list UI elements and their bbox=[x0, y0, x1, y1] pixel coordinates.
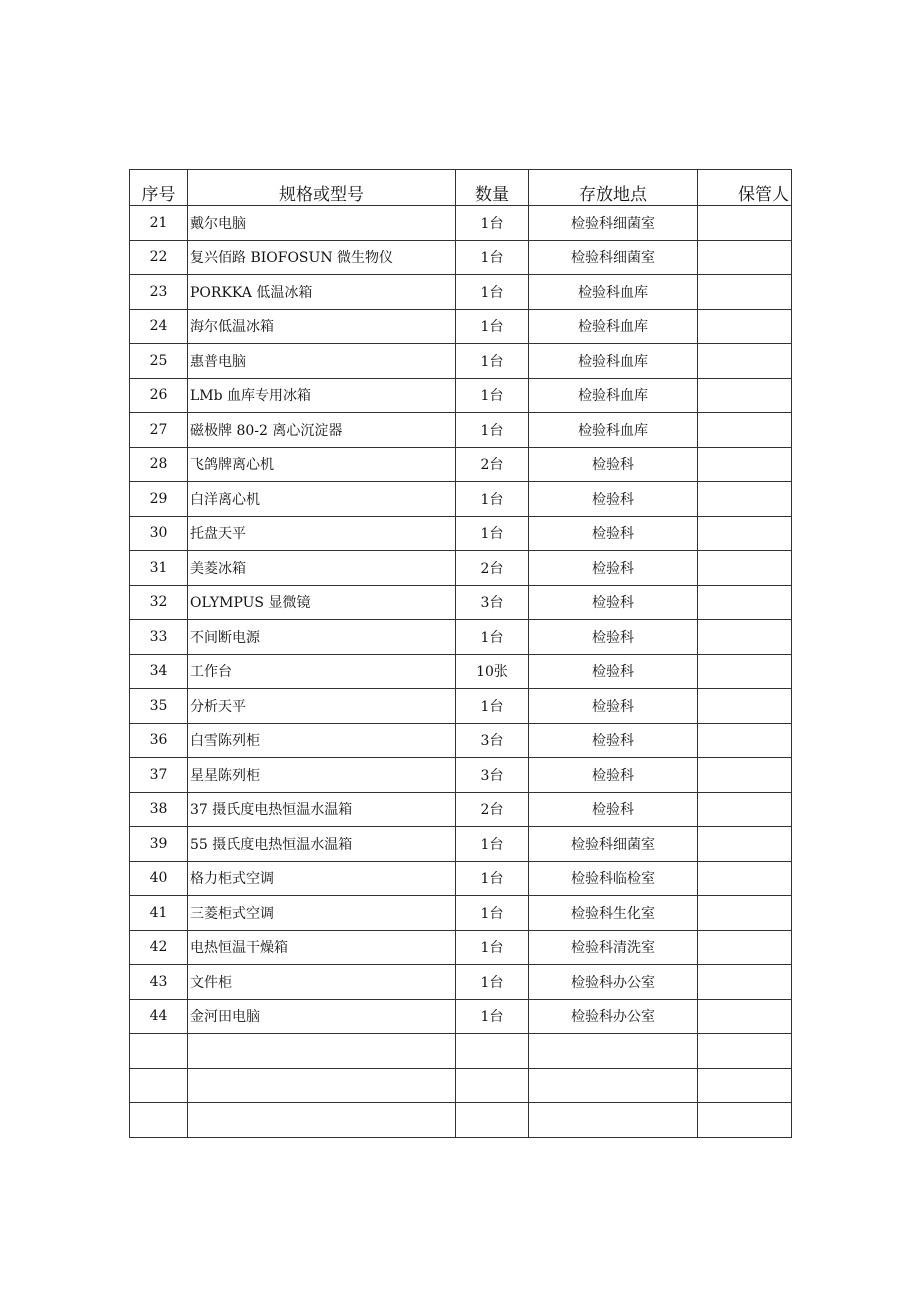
cell-spec-model bbox=[188, 1034, 456, 1069]
table-row bbox=[130, 965, 792, 1000]
cell-location: 检验科 bbox=[529, 447, 698, 482]
cell-quantity: 2台 bbox=[456, 551, 529, 586]
cell-location: 检验科 bbox=[529, 758, 698, 793]
cell-serial-number: 31 bbox=[130, 551, 188, 586]
cell-keeper bbox=[698, 620, 792, 655]
table-row bbox=[130, 827, 792, 862]
cell-spec-model: 复兴佰路 BIOFOSUN 微生物仪 bbox=[188, 240, 456, 275]
cell-keeper bbox=[698, 378, 792, 413]
cell-spec-model: 惠普电脑 bbox=[188, 344, 456, 379]
cell-spec-model: 37 摄氏度电热恒温水温箱 bbox=[188, 792, 456, 827]
table-row bbox=[130, 240, 792, 275]
cell-quantity: 1台 bbox=[456, 240, 529, 275]
cell-spec-model: 托盘天平 bbox=[188, 516, 456, 551]
cell-spec-model: LMb 血库专用冰箱 bbox=[188, 378, 456, 413]
cell-location: 检验科 bbox=[529, 654, 698, 689]
cell-spec-model: 不间断电源 bbox=[188, 620, 456, 655]
cell-serial-number: 44 bbox=[130, 999, 188, 1034]
cell-location: 检验科细菌室 bbox=[529, 206, 698, 241]
cell-spec-model bbox=[188, 1103, 456, 1138]
table-row bbox=[130, 309, 792, 344]
cell-serial-number: 39 bbox=[130, 827, 188, 862]
cell-keeper bbox=[698, 689, 792, 724]
cell-location: 检验科清洗室 bbox=[529, 930, 698, 965]
cell-keeper bbox=[698, 206, 792, 241]
cell-spec-model: 戴尔电脑 bbox=[188, 206, 456, 241]
cell-keeper bbox=[698, 965, 792, 1000]
cell-spec-model: PORKKA 低温冰箱 bbox=[188, 275, 456, 310]
cell-spec-model: 工作台 bbox=[188, 654, 456, 689]
cell-location bbox=[529, 1068, 698, 1103]
header-serial-number: 序号 bbox=[130, 170, 188, 206]
cell-quantity: 3台 bbox=[456, 585, 529, 620]
cell-keeper bbox=[698, 482, 792, 517]
table-row bbox=[130, 413, 792, 448]
cell-serial-number bbox=[130, 1103, 188, 1138]
cell-location: 检验科细菌室 bbox=[529, 240, 698, 275]
cell-spec-model bbox=[188, 1068, 456, 1103]
cell-location: 检验科 bbox=[529, 620, 698, 655]
cell-keeper bbox=[698, 1103, 792, 1138]
cell-quantity: 1台 bbox=[456, 413, 529, 448]
cell-serial-number: 24 bbox=[130, 309, 188, 344]
table-row bbox=[130, 723, 792, 758]
cell-location: 检验科 bbox=[529, 792, 698, 827]
cell-quantity: 1台 bbox=[456, 516, 529, 551]
cell-quantity: 3台 bbox=[456, 723, 529, 758]
cell-serial-number: 23 bbox=[130, 275, 188, 310]
cell-keeper bbox=[698, 999, 792, 1034]
table-row bbox=[130, 516, 792, 551]
table-row bbox=[130, 206, 792, 241]
cell-location: 检验科 bbox=[529, 723, 698, 758]
cell-serial-number bbox=[130, 1034, 188, 1069]
cell-location: 检验科血库 bbox=[529, 413, 698, 448]
cell-quantity: 1台 bbox=[456, 689, 529, 724]
cell-spec-model: 分析天平 bbox=[188, 689, 456, 724]
cell-location: 检验科血库 bbox=[529, 344, 698, 379]
cell-serial-number: 29 bbox=[130, 482, 188, 517]
cell-quantity bbox=[456, 1103, 529, 1138]
cell-location: 检验科 bbox=[529, 482, 698, 517]
cell-keeper bbox=[698, 309, 792, 344]
table-row bbox=[130, 758, 792, 793]
cell-quantity: 10张 bbox=[456, 654, 529, 689]
cell-keeper bbox=[698, 861, 792, 896]
cell-location: 检验科血库 bbox=[529, 275, 698, 310]
cell-quantity: 2台 bbox=[456, 447, 529, 482]
cell-keeper bbox=[698, 792, 792, 827]
cell-quantity: 1台 bbox=[456, 930, 529, 965]
cell-quantity: 1台 bbox=[456, 275, 529, 310]
cell-serial-number: 26 bbox=[130, 378, 188, 413]
cell-serial-number: 22 bbox=[130, 240, 188, 275]
cell-serial-number: 41 bbox=[130, 896, 188, 931]
cell-serial-number: 30 bbox=[130, 516, 188, 551]
cell-serial-number: 35 bbox=[130, 689, 188, 724]
cell-spec-model: 格力柜式空调 bbox=[188, 861, 456, 896]
header-spec-model: 规格或型号 bbox=[188, 170, 456, 206]
cell-serial-number: 36 bbox=[130, 723, 188, 758]
cell-keeper bbox=[698, 1034, 792, 1069]
table-row bbox=[130, 378, 792, 413]
equipment-inventory-sheet bbox=[129, 169, 791, 1138]
cell-quantity: 1台 bbox=[456, 344, 529, 379]
cell-spec-model: 三菱柜式空调 bbox=[188, 896, 456, 931]
cell-spec-model: OLYMPUS 显微镜 bbox=[188, 585, 456, 620]
cell-location: 检验科 bbox=[529, 585, 698, 620]
equipment-table bbox=[129, 169, 792, 1138]
cell-location: 检验科办公室 bbox=[529, 999, 698, 1034]
cell-serial-number bbox=[130, 1068, 188, 1103]
cell-location: 检验科 bbox=[529, 551, 698, 586]
header-location: 存放地点 bbox=[529, 170, 698, 206]
cell-location bbox=[529, 1103, 698, 1138]
cell-spec-model: 白雪陈列柜 bbox=[188, 723, 456, 758]
cell-serial-number: 43 bbox=[130, 965, 188, 1000]
cell-quantity: 1台 bbox=[456, 965, 529, 1000]
cell-serial-number: 27 bbox=[130, 413, 188, 448]
cell-keeper bbox=[698, 275, 792, 310]
cell-spec-model: 磁极牌 80-2 离心沉淀器 bbox=[188, 413, 456, 448]
cell-spec-model: 美菱冰箱 bbox=[188, 551, 456, 586]
table-row bbox=[130, 585, 792, 620]
cell-spec-model: 电热恒温干燥箱 bbox=[188, 930, 456, 965]
cell-serial-number: 42 bbox=[130, 930, 188, 965]
cell-location: 检验科办公室 bbox=[529, 965, 698, 1000]
cell-keeper bbox=[698, 654, 792, 689]
table-row bbox=[130, 482, 792, 517]
cell-keeper bbox=[698, 413, 792, 448]
table-row bbox=[130, 1068, 792, 1103]
cell-serial-number: 38 bbox=[130, 792, 188, 827]
cell-keeper bbox=[698, 516, 792, 551]
header-quantity: 数量 bbox=[456, 170, 529, 206]
cell-keeper bbox=[698, 240, 792, 275]
cell-keeper bbox=[698, 585, 792, 620]
cell-location: 检验科细菌室 bbox=[529, 827, 698, 862]
cell-quantity bbox=[456, 1034, 529, 1069]
cell-serial-number: 25 bbox=[130, 344, 188, 379]
cell-quantity: 1台 bbox=[456, 896, 529, 931]
cell-serial-number: 40 bbox=[130, 861, 188, 896]
cell-quantity: 1台 bbox=[456, 309, 529, 344]
header-keeper: 保管人 bbox=[698, 170, 792, 206]
cell-quantity: 1台 bbox=[456, 482, 529, 517]
cell-keeper bbox=[698, 896, 792, 931]
table-row bbox=[130, 792, 792, 827]
table-row bbox=[130, 654, 792, 689]
cell-quantity: 1台 bbox=[456, 206, 529, 241]
cell-serial-number: 21 bbox=[130, 206, 188, 241]
cell-location: 检验科血库 bbox=[529, 309, 698, 344]
cell-quantity: 1台 bbox=[456, 999, 529, 1034]
table-row bbox=[130, 999, 792, 1034]
cell-quantity: 1台 bbox=[456, 378, 529, 413]
cell-serial-number: 28 bbox=[130, 447, 188, 482]
table-row bbox=[130, 344, 792, 379]
cell-serial-number: 34 bbox=[130, 654, 188, 689]
cell-quantity: 3台 bbox=[456, 758, 529, 793]
cell-spec-model: 金河田电脑 bbox=[188, 999, 456, 1034]
cell-keeper bbox=[698, 930, 792, 965]
cell-location: 检验科临检室 bbox=[529, 861, 698, 896]
table-row bbox=[130, 551, 792, 586]
cell-location bbox=[529, 1034, 698, 1069]
cell-location: 检验科 bbox=[529, 516, 698, 551]
cell-keeper bbox=[698, 1068, 792, 1103]
cell-serial-number: 32 bbox=[130, 585, 188, 620]
cell-spec-model: 文件柜 bbox=[188, 965, 456, 1000]
cell-location: 检验科 bbox=[529, 689, 698, 724]
table-row bbox=[130, 896, 792, 931]
cell-keeper bbox=[698, 758, 792, 793]
cell-location: 检验科血库 bbox=[529, 378, 698, 413]
table-row bbox=[130, 689, 792, 724]
cell-quantity: 1台 bbox=[456, 620, 529, 655]
cell-serial-number: 37 bbox=[130, 758, 188, 793]
cell-serial-number: 33 bbox=[130, 620, 188, 655]
cell-quantity bbox=[456, 1068, 529, 1103]
table-row bbox=[130, 275, 792, 310]
table-row bbox=[130, 930, 792, 965]
cell-quantity: 1台 bbox=[456, 861, 529, 896]
cell-spec-model: 星星陈列柜 bbox=[188, 758, 456, 793]
cell-quantity: 1台 bbox=[456, 827, 529, 862]
table-row bbox=[130, 861, 792, 896]
table-row bbox=[130, 447, 792, 482]
table-row bbox=[130, 1103, 792, 1138]
table-body bbox=[130, 206, 792, 1138]
cell-quantity: 2台 bbox=[456, 792, 529, 827]
header-row bbox=[130, 170, 792, 206]
cell-keeper bbox=[698, 344, 792, 379]
cell-spec-model: 海尔低温冰箱 bbox=[188, 309, 456, 344]
cell-keeper bbox=[698, 723, 792, 758]
cell-keeper bbox=[698, 827, 792, 862]
cell-keeper bbox=[698, 447, 792, 482]
cell-location: 检验科生化室 bbox=[529, 896, 698, 931]
table-row bbox=[130, 620, 792, 655]
table-row bbox=[130, 1034, 792, 1069]
cell-spec-model: 55 摄氏度电热恒温水温箱 bbox=[188, 827, 456, 862]
cell-keeper bbox=[698, 551, 792, 586]
cell-spec-model: 白洋离心机 bbox=[188, 482, 456, 517]
cell-spec-model: 飞鸽牌离心机 bbox=[188, 447, 456, 482]
